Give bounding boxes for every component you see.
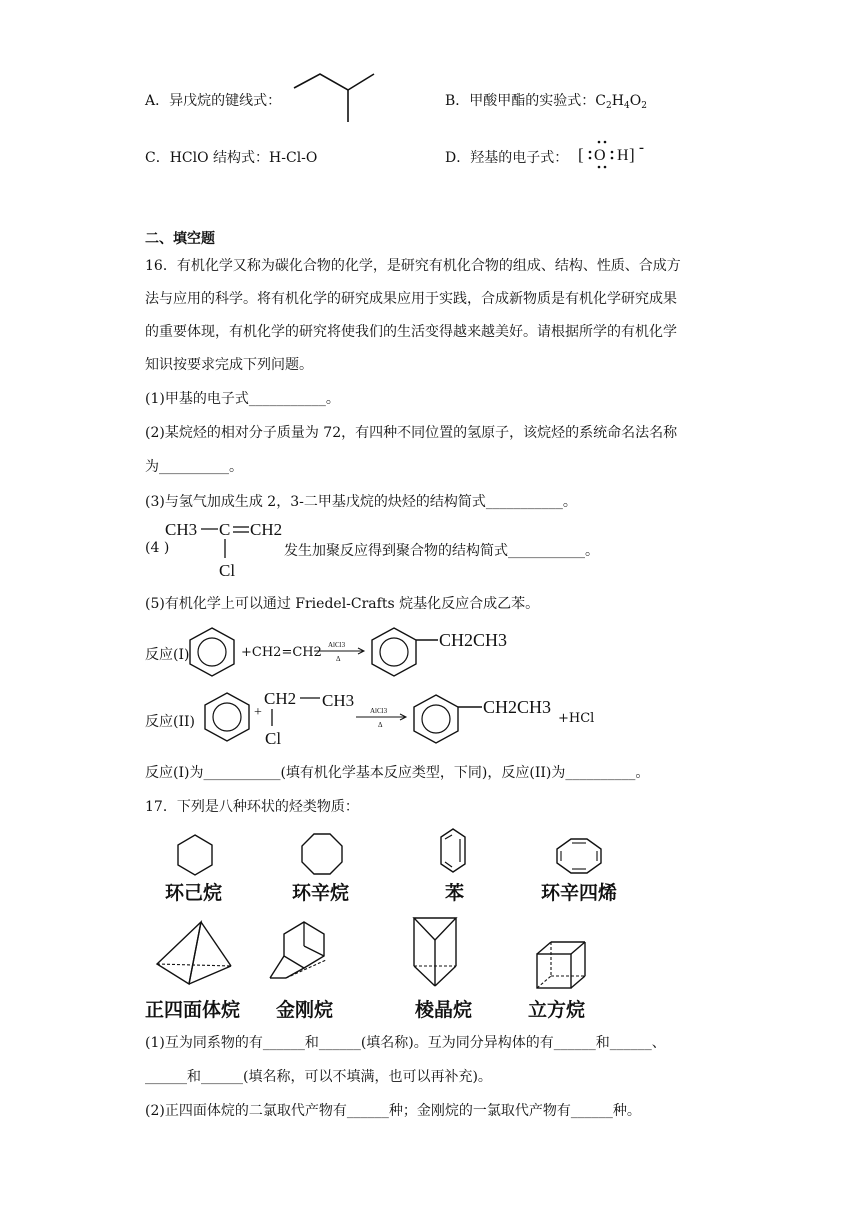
benzene-ring (186, 626, 246, 678)
caption-cubane: 立方烷 (528, 999, 586, 1021)
ethylene-reagent: +CH2=CH2 (241, 645, 322, 660)
hydroxyl-electron-formula (576, 136, 656, 172)
adamantane-structure (266, 918, 342, 986)
svg-text:AlCl3: AlCl3 (328, 641, 346, 649)
option-a-label: A．异戊烷的键线式： (145, 93, 282, 109)
q16-intro-line: 16．有机化学又称为碳化合物的化学，是研究有机化合物的组成、结构、性质、合成方 (145, 258, 681, 274)
reaction-1-label: 反应(I) (145, 647, 190, 663)
q16-part5: (5)有机化学上可以通过 Friedel-Crafts 烷基化反应合成乙苯。 (145, 596, 540, 612)
caption-adamantane: 金刚烷 (276, 999, 334, 1021)
caption-cyclooctatetraene: 环辛四烯 (541, 882, 618, 904)
tetrahedrane-structure (153, 918, 235, 990)
svg-text:[: [ (578, 145, 584, 164)
reaction-arrow (354, 702, 410, 732)
caption-tetrahedrane: 正四面体烷 (145, 999, 241, 1021)
q17-intro: 17．下列是八种环状的烃类物质： (145, 799, 359, 815)
cubane-structure (533, 938, 589, 994)
option-c-label: C．HClO 结构式：H-Cl-O (145, 150, 318, 166)
svg-text:H: H (617, 147, 629, 164)
cyclohexane-structure (172, 832, 218, 878)
svg-text:Δ: Δ (336, 655, 341, 663)
svg-text:CH2CH3: CH2CH3 (483, 697, 552, 717)
reaction-arrow (312, 636, 368, 666)
svg-text:CH2: CH2 (250, 520, 283, 539)
caption-cyclooctane: 环辛烷 (292, 882, 350, 904)
reaction-type-question: 反应(I)为___________(填有机化学基本反应类型，下同)，反应(II)为__________。 (145, 765, 650, 781)
svg-text:CH3: CH3 (165, 520, 198, 539)
q17-part2: (2)正四面体烷的二氯取代产物有______种；金刚烷的一氯取代产物有______种。 (145, 1103, 641, 1119)
svg-text:CH2CH3: CH2CH3 (439, 630, 508, 650)
cyclooctatetraene-structure (553, 836, 605, 876)
empirical-formula: $C_2H_4O_2$ (595, 93, 647, 111)
chloroethane-structure (252, 686, 362, 746)
chloropropene-structure (163, 518, 288, 580)
q16-part4-number: (4 ) (145, 540, 170, 556)
svg-text:-: - (639, 140, 644, 156)
cyclooctane-structure (298, 830, 346, 878)
benzene-structure (438, 826, 468, 876)
option-b (445, 90, 647, 111)
q16-intro-line: 知识按要求完成下列问题。 (145, 357, 313, 373)
ethylbenzene-product (368, 626, 518, 678)
svg-text:O: O (594, 147, 606, 164)
option-b-label: B．甲酸甲酯的实验式： (445, 93, 596, 109)
benzene-ring (201, 691, 257, 743)
q16-part2-cont: 为__________。 (145, 459, 243, 475)
q17-part1-cont: ______和______(填名称，可以不填满，也可以再补充)。 (145, 1069, 492, 1085)
svg-text:Δ: Δ (378, 721, 383, 729)
hcl-byproduct: +HCl (558, 711, 595, 726)
q16-part4-text: 发生加聚反应得到聚合物的结构简式___________。 (284, 543, 599, 559)
svg-text:Cl: Cl (265, 729, 282, 746)
caption-benzene: 苯 (445, 882, 465, 904)
prismane-structure (410, 914, 460, 990)
svg-text:Cl: Cl (219, 561, 236, 580)
ethylbenzene-product (410, 693, 560, 745)
q16-intro-line: 的重要体现，有机化学的研究将使我们的生活变得越来越美好。请根据所学的有机化学 (145, 324, 677, 340)
q17-part1: (1)互为同系物的有______和______(填名称)。互为同分异构体的有______和______、 (145, 1035, 666, 1051)
q16-intro-line: 法与应用的科学。将有机化学的研究成果应用于实践，合成新物质是有机化学研究成果 (145, 291, 677, 307)
caption-cyclohexane: 环己烷 (165, 882, 223, 904)
q16-part2: (2)某烷烃的相对分子质量为 72，有四种不同位置的氢原子，该烷烃的系统命名法名称 (145, 425, 678, 441)
isopentane-skeletal-formula (290, 70, 390, 125)
caption-prismane: 棱晶烷 (415, 999, 473, 1021)
svg-text:CH2: CH2 (264, 689, 297, 708)
option-d-label: D．羟基的电子式： (445, 150, 569, 166)
q16-part3: (3)与氢气加成生成 2，3-二甲基戊烷的炔烃的结构简式___________。 (145, 494, 577, 510)
svg-text:]: ] (629, 145, 635, 164)
section-title: 二、填空题 (145, 231, 215, 247)
svg-text:+: + (254, 705, 262, 720)
svg-text:C: C (219, 520, 231, 539)
q16-part1: (1)甲基的电子式___________。 (145, 391, 340, 407)
svg-text:CH3: CH3 (322, 691, 355, 710)
svg-text:AlCl3: AlCl3 (370, 707, 388, 715)
reaction-2-label: 反应(II) (145, 714, 195, 730)
